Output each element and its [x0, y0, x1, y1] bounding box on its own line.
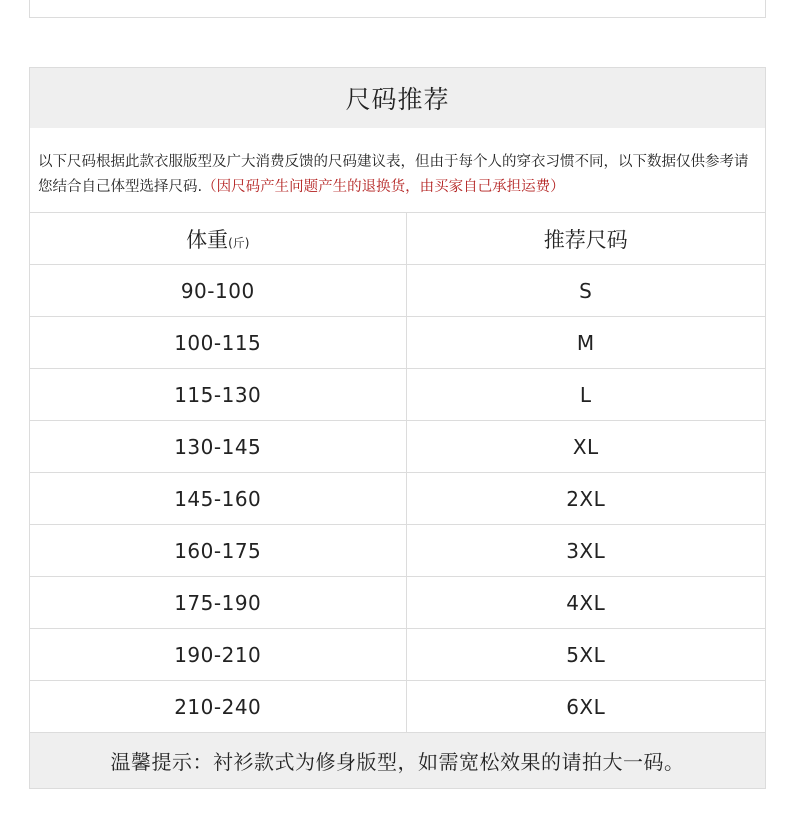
- table-row: [30, 317, 765, 369]
- weight-column-header: [30, 213, 406, 265]
- size-description: [30, 128, 765, 213]
- weight-cell: 90-100: [30, 265, 406, 317]
- weight-cell: 130-145: [30, 421, 406, 473]
- size-cell: 2XL: [406, 473, 765, 525]
- weight-cell: 115-130: [30, 369, 406, 421]
- size-cell: 5XL: [406, 629, 765, 681]
- table-row: [30, 681, 765, 733]
- size-cell: L: [406, 369, 765, 421]
- table-row: [30, 421, 765, 473]
- size-cell: 3XL: [406, 525, 765, 577]
- weight-cell: 175-190: [30, 577, 406, 629]
- weight-cell: 210-240: [30, 681, 406, 733]
- weight-cell: 190-210: [30, 629, 406, 681]
- description-text: 以下尺码根据此款衣服版型及广大消费反馈的尺码建议表，但由于每个人的穿衣习惯不同，以下数据仅供参考请您结合自己体型选择尺码.: [38, 154, 749, 195]
- return-policy-note: （因尺码产生问题产生的退换货，由买家自己承担运费）: [202, 179, 565, 195]
- table-row: [30, 265, 765, 317]
- table-row: [30, 577, 765, 629]
- weight-cell: 145-160: [30, 473, 406, 525]
- size-cell: XL: [406, 421, 765, 473]
- size-column-header: 推荐尺码: [406, 213, 765, 265]
- previous-section-fragment: [29, 0, 766, 18]
- weight-header-label: 体重: [186, 227, 229, 252]
- weight-cell: 160-175: [30, 525, 406, 577]
- size-recommendation-card: [29, 67, 766, 789]
- table-row: [30, 525, 765, 577]
- table-row: [30, 629, 765, 681]
- size-table: [30, 213, 765, 733]
- weight-unit-label: (斤): [228, 235, 250, 250]
- table-row: [30, 473, 765, 525]
- size-cell: 4XL: [406, 577, 765, 629]
- table-row: [30, 369, 765, 421]
- section-title: 尺码推荐: [30, 68, 765, 128]
- table-header-row: [30, 213, 765, 265]
- size-cell: S: [406, 265, 765, 317]
- sizing-tip: 温馨提示：衬衫款式为修身版型，如需宽松效果的请拍大一码。: [30, 733, 765, 788]
- weight-cell: 100-115: [30, 317, 406, 369]
- size-cell: M: [406, 317, 765, 369]
- size-cell: 6XL: [406, 681, 765, 733]
